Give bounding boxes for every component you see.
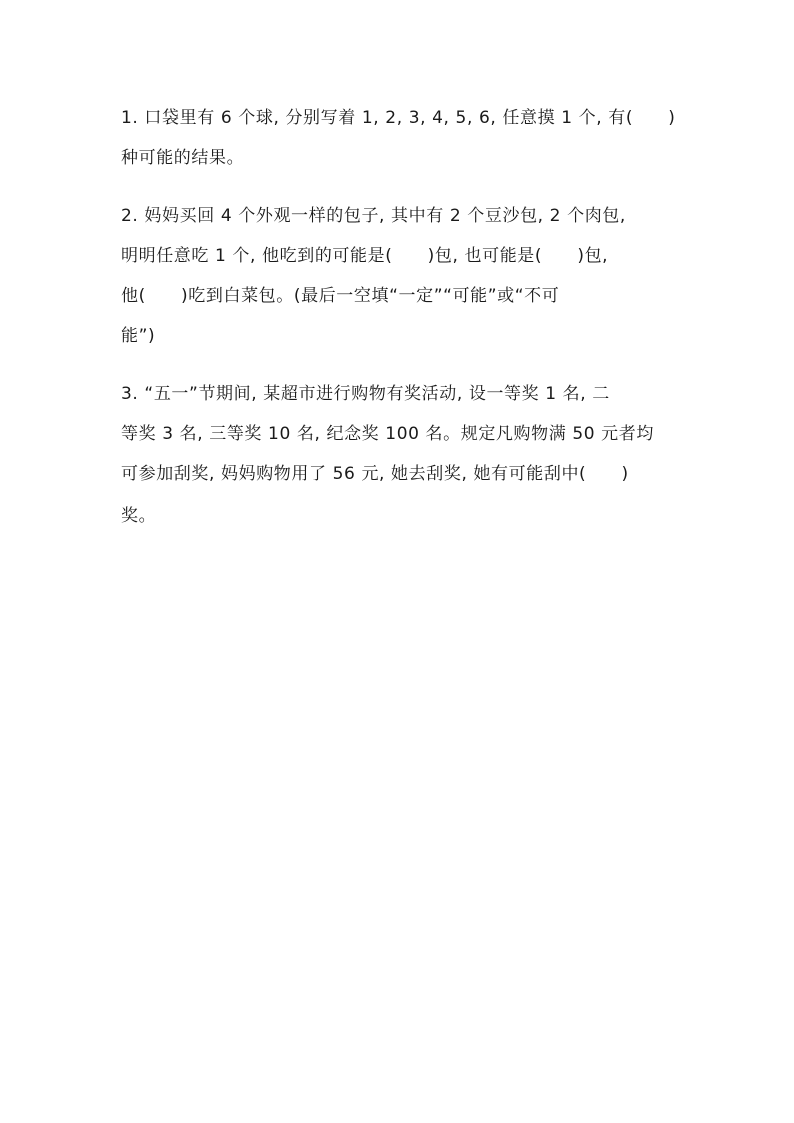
question-1-line-2: 种可能的结果。 [121, 148, 245, 168]
question-1-line-1: 1. 口袋里有 6 个球, 分别写着 1, 2, 3, 4, 5, 6, 任意摸 1 个, 有( ) [121, 108, 676, 128]
question-3-line-3: 可参加刮奖, 妈妈购物用了 56 元, 她去刮奖, 她有可能刮中( ) [121, 464, 629, 484]
question-2-line-4: 能”) [121, 326, 156, 346]
question-3-line-1: 3. “五一”节期间, 某超市进行购物有奖活动, 设一等奖 1 名, 二 [121, 384, 610, 404]
question-2-line-2: 明明任意吃 1 个, 他吃到的可能是( )包, 也可能是( )包, [121, 246, 609, 266]
question-3-line-4: 奖。 [121, 506, 157, 526]
question-2-line-1: 2. 妈妈买回 4 个外观一样的包子, 其中有 2 个豆沙包, 2 个肉包, [121, 206, 626, 226]
question-3-line-2: 等奖 3 名, 三等奖 10 名, 纪念奖 100 名。规定凡购物满 50 元者均 [121, 424, 654, 444]
question-2-line-3: 他( )吃到白菜包。(最后一空填“一定”“可能”或“不可 [121, 286, 560, 306]
